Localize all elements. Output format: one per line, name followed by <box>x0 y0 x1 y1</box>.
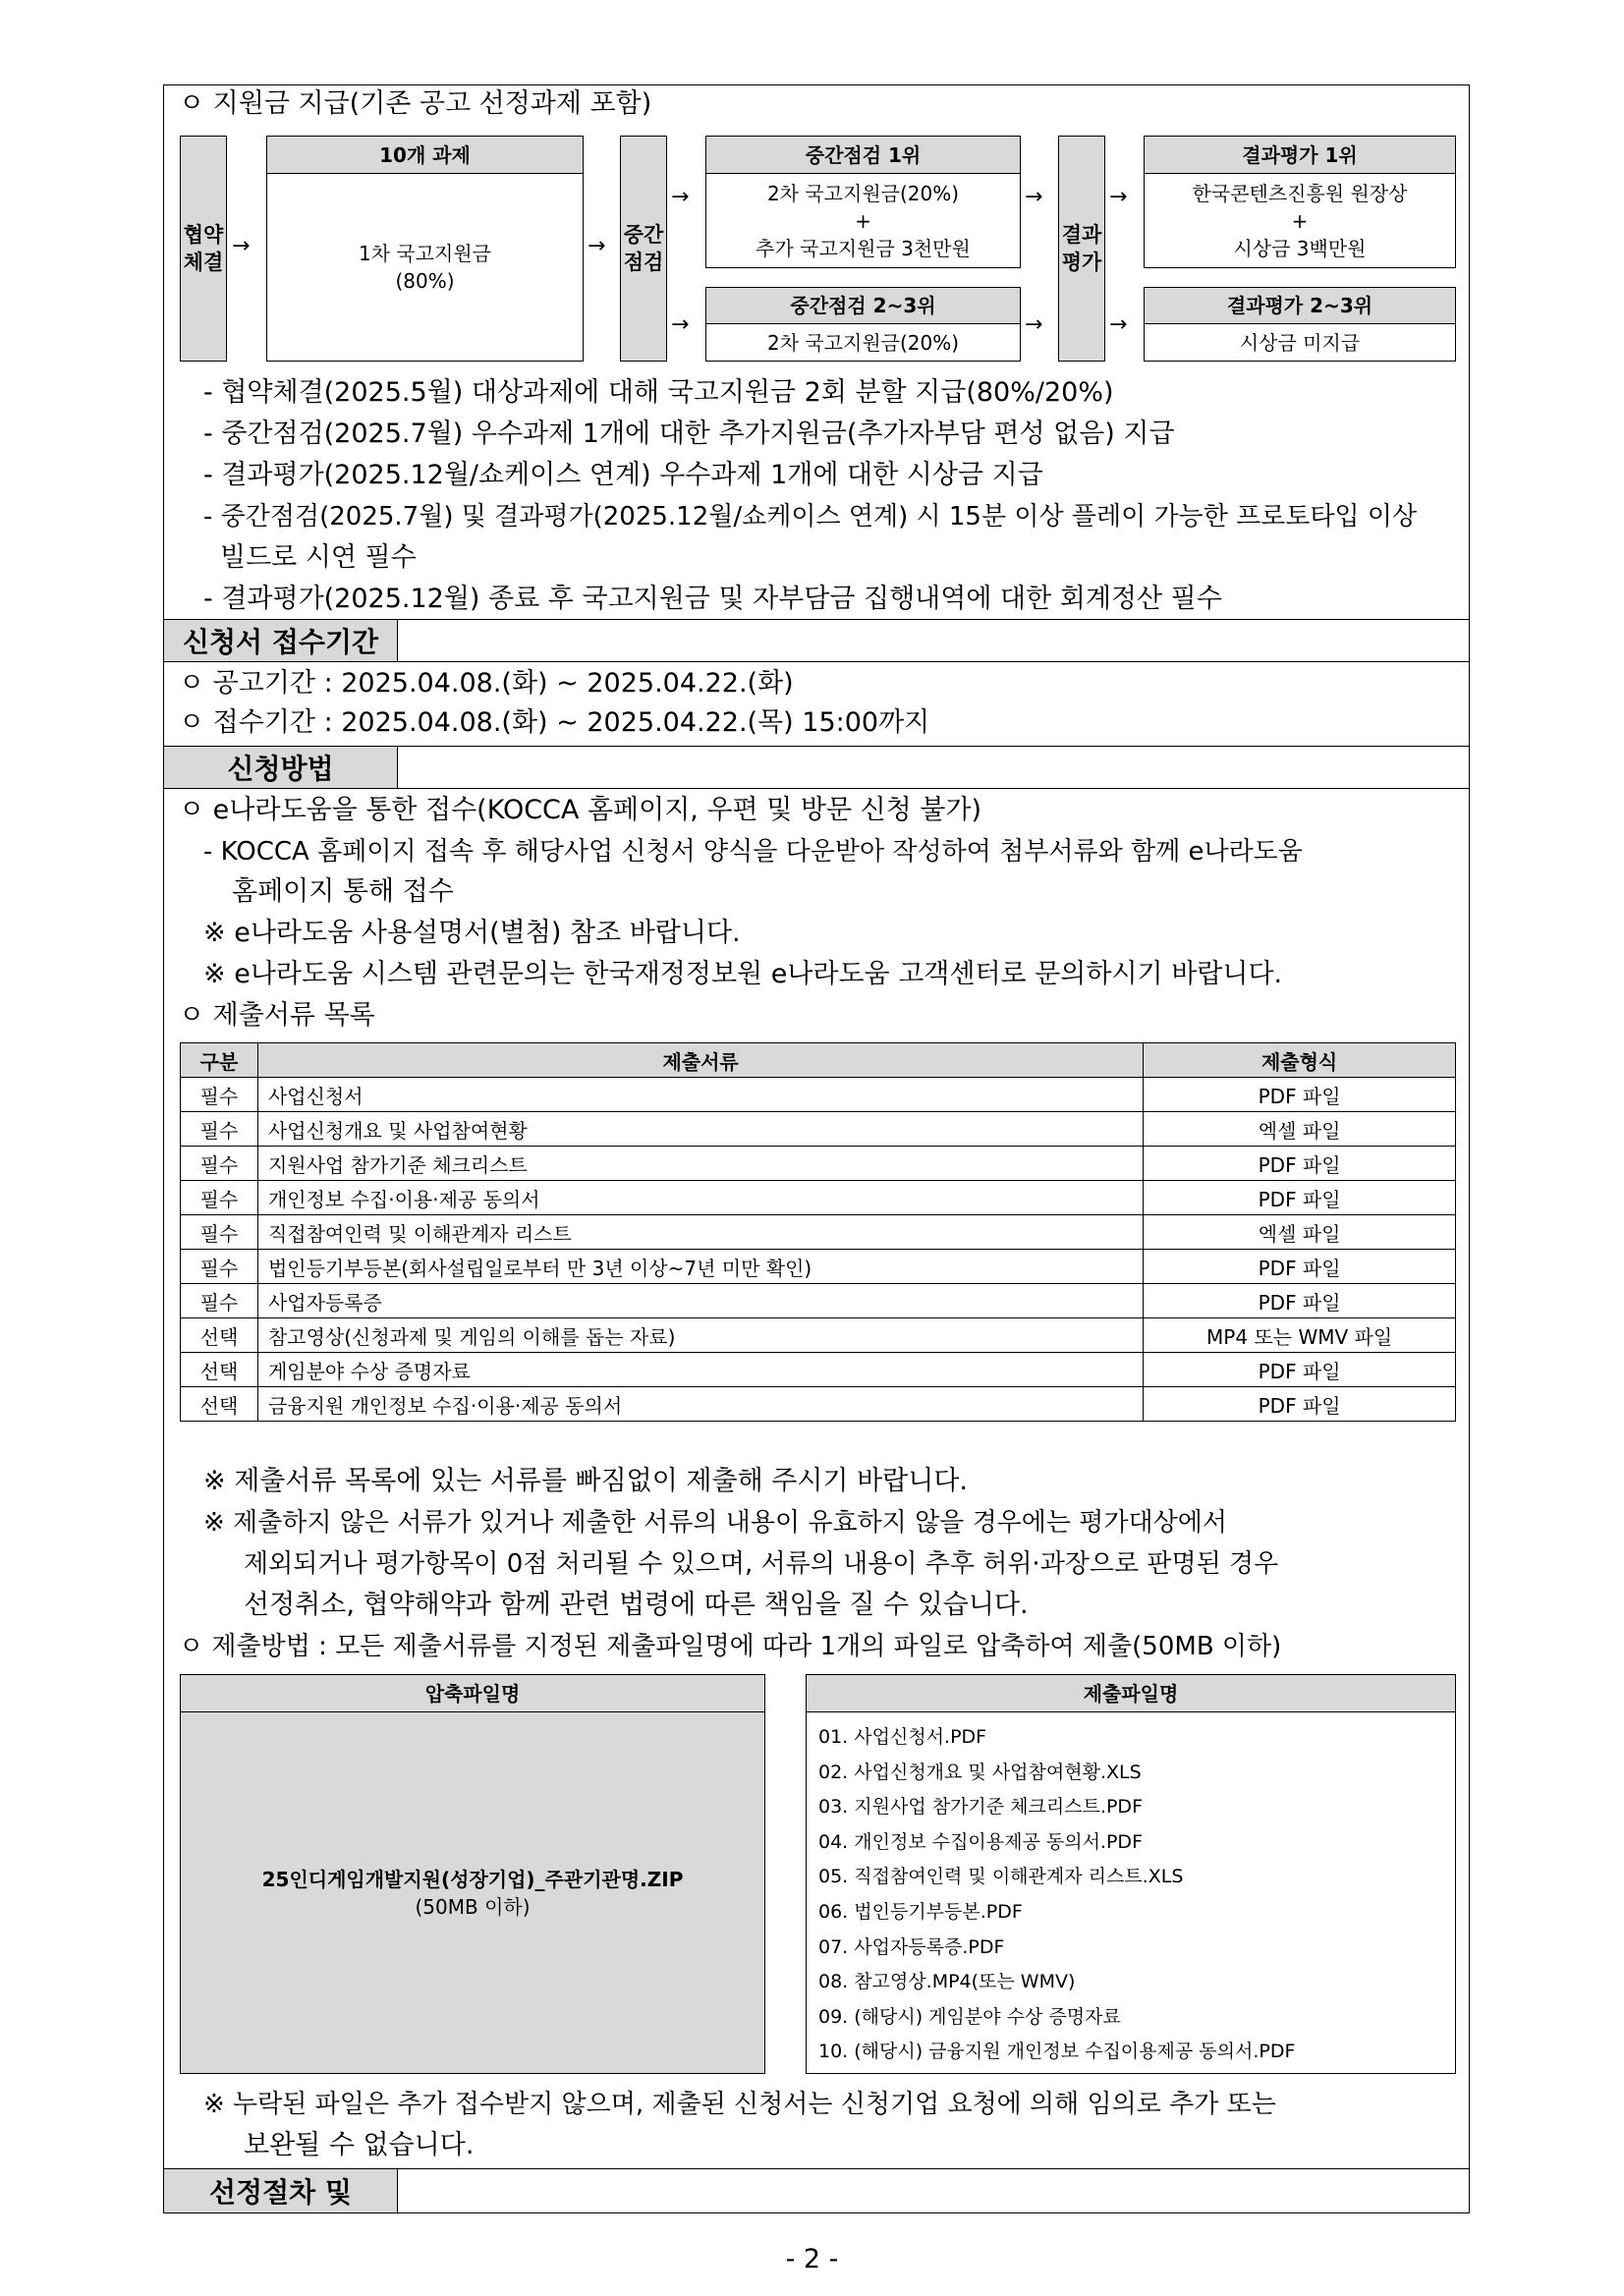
doc-format: PDF 파일 <box>1144 1078 1456 1112</box>
arrow-icon: → <box>1025 185 1043 209</box>
flow-mid-check: 중간 점검 <box>620 136 667 362</box>
payment-note: - 중간점검(2025.7월) 우수과제 1개에 대한 추가지원금(추가자부담 편성 없음) 지급 <box>203 419 1175 449</box>
arrow-icon: → <box>1025 312 1043 337</box>
table-row <box>181 1078 1456 1112</box>
list-item: 06. 법인등기부등본.PDF <box>818 1900 1023 1923</box>
zip-size-limit: (50MB 이하) <box>415 1894 531 1919</box>
list-item: 09. (해당시) 게임분야 수상 증명자료 <box>818 2005 1121 2028</box>
table-row <box>181 1215 1456 1250</box>
doc-type: 필수 <box>181 1215 258 1250</box>
doc-name: 법인등기부등본(회사설립일로부터 만 3년 이상~7년 미만 확인) <box>257 1250 1143 1284</box>
doc-name: 게임분야 수상 증명자료 <box>257 1353 1143 1387</box>
submission-note-continued: 제외되거나 평가항목이 0점 처리될 수 있으며, 서류의 내용이 추후 허위·과장으로 판명된 경우 <box>244 1549 1279 1579</box>
doc-type: 선택 <box>181 1387 258 1422</box>
doc-name: 개인정보 수집·이용·제공 동의서 <box>257 1181 1143 1215</box>
arrow-icon: → <box>588 234 606 258</box>
payment-note: - 결과평가(2025.12월/쇼케이스 연계) 우수과제 1개에 대한 시상금 지급 <box>203 460 1043 490</box>
doc-name: 지원사업 참가기준 체크리스트 <box>257 1147 1143 1181</box>
doc-type: 선택 <box>181 1353 258 1387</box>
column-header: 제출서류 <box>257 1043 1143 1078</box>
method-line: - KOCCA 홈페이지 접속 후 해당사업 신청서 양식을 다운받아 작성하여 첨부서류와 함께 e나라도움 <box>203 837 1303 867</box>
document-list-table <box>180 1042 1456 1422</box>
method-line: ㅇ e나라도움을 통한 접수(KOCCA 홈페이지, 우편 및 방문 신청 불가) <box>179 795 982 825</box>
list-item: 10. (해당시) 금융지원 개인정보 수집이용제공 동의서.PDF <box>818 2041 1296 2063</box>
doc-format: MP4 또는 WMV 파일 <box>1144 1318 1456 1353</box>
list-item: 03. 지원사업 참가기준 체크리스트.PDF <box>818 1796 1143 1819</box>
doc-format: PDF 파일 <box>1144 1387 1456 1422</box>
list-item: 04. 개인정보 수집이용제공 동의서.PDF <box>818 1830 1143 1853</box>
arrow-icon: → <box>1109 312 1128 337</box>
method-section-title: 신청방법 <box>164 747 398 788</box>
selection-section-title: 선정절차 및 <box>164 2169 398 2212</box>
arrow-icon: → <box>1109 185 1128 209</box>
submission-note-continued: 선정취소, 협약해약과 함께 관련 법령에 따른 책임을 질 수 있습니다. <box>244 1590 1029 1620</box>
doc-list-heading: ㅇ 제출서류 목록 <box>179 1000 375 1031</box>
doc-name: 직접참여인력 및 이해관계자 리스트 <box>257 1215 1143 1250</box>
submission-note: ※ 제출하지 않은 서류가 있거나 제출한 서류의 내용이 유효하지 않을 경우에는 평가대상에서 <box>203 1508 1227 1538</box>
final-note: ※ 누락된 파일은 추가 접수받지 않으며, 제출된 신청서는 신청기업 요청에 의해 임의로 추가 또는 <box>203 2090 1276 2119</box>
doc-type: 필수 <box>181 1181 258 1215</box>
arrow-icon: → <box>232 234 251 258</box>
table-row <box>181 1318 1456 1353</box>
doc-format: PDF 파일 <box>1144 1181 1456 1215</box>
announcement-period: ㅇ 공고기간 : 2025.04.08.(화) ~ 2025.04.22.(화) <box>179 668 794 699</box>
flow-result-first-header: 결과평가 1위 <box>1144 136 1456 174</box>
payment-note: - 결과평가(2025.12월) 종료 후 국고지원금 및 자부담금 집행내역에 대한 회계정산 필수 <box>203 584 1222 614</box>
flow-result-23-body: 시상금 미지급 <box>1144 323 1456 362</box>
submission-note: ※ 제출서류 목록에 있는 서류를 빠짐없이 제출해 주시기 바랍니다. <box>203 1466 968 1496</box>
doc-type: 필수 <box>181 1284 258 1318</box>
doc-format: 엑셀 파일 <box>1144 1215 1456 1250</box>
final-note-continued: 보완될 수 없습니다. <box>244 2130 475 2160</box>
doc-type: 필수 <box>181 1078 258 1112</box>
doc-format: PDF 파일 <box>1144 1250 1456 1284</box>
doc-name: 사업신청서 <box>257 1078 1143 1112</box>
submission-period: ㅇ 접수기간 : 2025.04.08.(화) ~ 2025.04.22.(목) 15:00까지 <box>179 707 930 738</box>
list-item: 01. 사업신청서.PDF <box>818 1726 987 1748</box>
arrow-icon: → <box>671 312 690 337</box>
payment-note: - 협약체결(2025.5월) 대상과제에 대해 국고지원금 2회 분할 지급(80%/20%) <box>203 377 1114 408</box>
flow-mid-first-body: 2차 국고지원금(20%) + 추가 국고지원금 3천만원 <box>705 173 1021 268</box>
list-item: 07. 사업자등록증.PDF <box>818 1935 1005 1958</box>
column-header: 구분 <box>181 1043 258 1078</box>
doc-type: 필수 <box>181 1147 258 1181</box>
doc-format: PDF 파일 <box>1144 1353 1456 1387</box>
table-row <box>181 1112 1456 1147</box>
doc-name: 금융지원 개인정보 수집·이용·제공 동의서 <box>257 1387 1143 1422</box>
flow-mid-23-header: 중간점검 2~3위 <box>705 287 1021 324</box>
list-item: 02. 사업신청개요 및 사업참여현황.XLS <box>818 1761 1142 1783</box>
flow-mid-23-body: 2차 국고지원금(20%) <box>705 323 1021 362</box>
method-note: ※ e나라도움 시스템 관련문의는 한국재정정보원 e나라도움 고객센터로 문의하시기 바랍니다. <box>203 959 1283 989</box>
method-note: ※ e나라도움 사용설명서(별첨) 참조 바랍니다. <box>203 918 741 948</box>
flow-contract: 협약 체결 <box>180 136 227 362</box>
doc-type: 필수 <box>181 1112 258 1147</box>
doc-name: 사업신청개요 및 사업참여현황 <box>257 1112 1143 1147</box>
table-row <box>181 1284 1456 1318</box>
table-header-row <box>181 1043 1456 1078</box>
payment-note: - 중간점검(2025.7월) 및 결과평가(2025.12월/쇼케이스 연계) 시 15분 이상 플레이 가능한 프로토타입 이상 <box>203 502 1418 532</box>
list-item: 05. 직접참여인력 및 이해관계자 리스트.XLS <box>818 1866 1184 1888</box>
divider <box>163 661 1470 662</box>
table-row <box>181 1387 1456 1422</box>
doc-type: 선택 <box>181 1318 258 1353</box>
table-row <box>181 1250 1456 1284</box>
doc-name: 참고영상(신청과제 및 게임의 이해를 돕는 자료) <box>257 1318 1143 1353</box>
flow-tasks-header: 10개 과제 <box>266 136 584 174</box>
list-item: 08. 참고영상.MP4(또는 WMV) <box>818 1971 1076 1993</box>
flow-result-eval: 결과 평가 <box>1058 136 1105 362</box>
doc-format: PDF 파일 <box>1144 1147 1456 1181</box>
table-row <box>181 1181 1456 1215</box>
flow-result-first-body: 한국콘텐츠진흥원 원장상 + 시상금 3백만원 <box>1144 173 1456 268</box>
page-number: - 2 - <box>785 2244 839 2274</box>
support-payment-heading: ㅇ 지원금 지급(기존 공고 선정과제 포함) <box>179 88 652 119</box>
zip-cell <box>180 1711 765 2074</box>
divider <box>163 788 1470 789</box>
period-section-title: 신청서 접수기간 <box>164 620 398 661</box>
column-header: 제출형식 <box>1144 1043 1456 1078</box>
file-name-list <box>806 1711 1456 2074</box>
flow-tasks-body: 1차 국고지원금 (80%) <box>266 173 584 362</box>
table-row <box>181 1353 1456 1387</box>
flow-result-23-header: 결과평가 2~3위 <box>1144 287 1456 324</box>
files-header: 제출파일명 <box>806 1674 1456 1712</box>
doc-name: 사업자등록증 <box>257 1284 1143 1318</box>
arrow-icon: → <box>671 185 690 209</box>
doc-type: 필수 <box>181 1250 258 1284</box>
method-line: 홈페이지 통해 접수 <box>232 876 454 907</box>
payment-note-continued: 빌드로 시연 필수 <box>220 542 417 573</box>
submission-method: ㅇ 제출방법 : 모든 제출서류를 지정된 제출파일명에 따라 1개의 파일로 압축하여 제출(50MB 이하) <box>179 1632 1282 1661</box>
zip-header: 압축파일명 <box>180 1674 765 1712</box>
doc-format: PDF 파일 <box>1144 1284 1456 1318</box>
table-row <box>181 1147 1456 1181</box>
doc-format: 엑셀 파일 <box>1144 1112 1456 1147</box>
flow-mid-first-header: 중간점검 1위 <box>705 136 1021 174</box>
zip-filename: 25인디게임개발지원(성장기업)_주관기관명.ZIP <box>261 1867 684 1891</box>
